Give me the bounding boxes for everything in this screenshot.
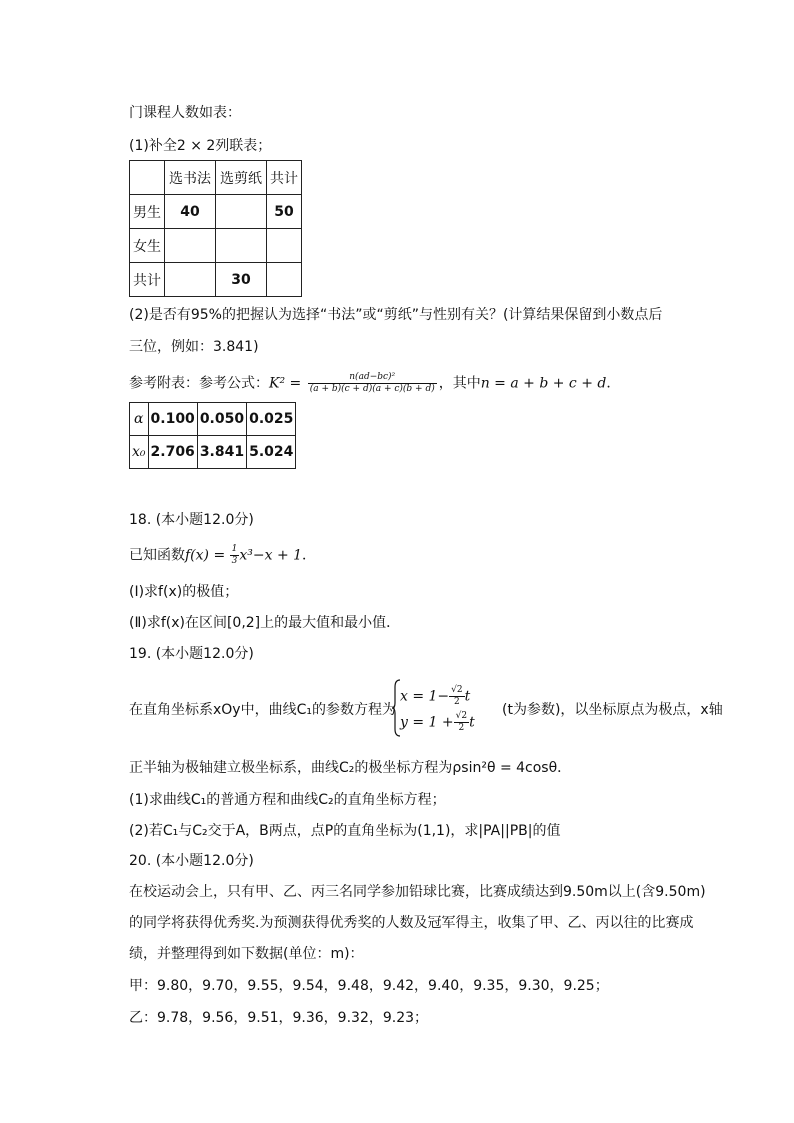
sqrt2-over-2 bbox=[454, 711, 469, 734]
k2-denominator: (a + b)(c + d)(a + c)(b + d) bbox=[309, 384, 435, 394]
table-cell: 5.024 bbox=[247, 436, 296, 469]
table-row bbox=[130, 263, 302, 297]
table-cell bbox=[267, 263, 302, 297]
table-cell: 0.050 bbox=[197, 403, 246, 436]
problem-18-part-2: (Ⅱ)求f(x)在区间[0,2]上的最大值和最小值． bbox=[129, 615, 401, 631]
n-formula: n = a + b + c + d bbox=[480, 375, 607, 392]
table-row bbox=[130, 195, 302, 229]
table-cell: 共计 bbox=[267, 161, 302, 195]
fraction-denominator: 3 bbox=[231, 556, 238, 566]
problem-20-line-4: 甲：9.80，9.70，9.55，9.54，9.48，9.42，9.40，9.35，9.30，9.25； bbox=[129, 978, 609, 994]
table-cell bbox=[267, 229, 302, 263]
table-cell: 3.841 bbox=[197, 436, 246, 469]
table-cell: 选书法 bbox=[165, 161, 216, 195]
problem-20-line-5: 乙：9.78，9.56，9.51，9.36，9.32，9.23； bbox=[129, 1010, 429, 1026]
table-row-label: x₀ bbox=[130, 436, 149, 469]
intro-text: 门课程人数如表： bbox=[129, 105, 241, 121]
table-cell: 女生 bbox=[130, 229, 165, 263]
problem-20-line-3: 绩，并整理得到如下数据(单位：m)： bbox=[129, 946, 364, 962]
problem-19-line-1-suffix: (t为参数)，以坐标原点为极点，x轴 bbox=[502, 702, 723, 718]
question-1: (1)补全2 × 2列联表； bbox=[129, 138, 272, 154]
parametric-equation-system bbox=[392, 679, 504, 737]
table-cell: 30 bbox=[216, 263, 267, 297]
table-cell: 40 bbox=[165, 195, 216, 229]
critical-value-table bbox=[129, 402, 296, 469]
table-cell: 选剪纸 bbox=[216, 161, 267, 195]
parameter-t: t bbox=[464, 688, 471, 705]
table-cell bbox=[216, 229, 267, 263]
question-2-line-2: 三位，例如：3.841) bbox=[129, 339, 259, 355]
statement-end: ． bbox=[302, 547, 317, 564]
equation-y bbox=[400, 711, 475, 734]
equation-x-lhs: x = 1− bbox=[400, 688, 450, 705]
equation-x bbox=[400, 685, 470, 708]
contingency-table bbox=[129, 160, 302, 297]
question-2-line-1: (2)是否有95%的把握认为选择“书法”或“剪纸”与性别有关？(计算结果保留到小数点后 bbox=[129, 307, 663, 323]
problem-20-line-2: 的同学将获得优秀奖.为预测获得优秀奖的人数及冠军得主，收集了甲、乙、丙以往的比赛成 bbox=[129, 915, 694, 931]
reference-suffix: ，其中 bbox=[438, 375, 481, 392]
table-cell: 男生 bbox=[130, 195, 165, 229]
fraction-denominator: 2 bbox=[454, 697, 460, 707]
table-row-label: α bbox=[130, 403, 149, 436]
table-row bbox=[130, 403, 296, 436]
table-cell bbox=[216, 195, 267, 229]
k2-fraction bbox=[308, 372, 437, 395]
table-cell bbox=[130, 161, 165, 195]
table-cell bbox=[165, 263, 216, 297]
statement-prefix: 已知函数 bbox=[129, 547, 185, 564]
table-cell: 50 bbox=[267, 195, 302, 229]
problem-20-header: 20. (本小题12.0分) bbox=[129, 853, 254, 869]
fraction-denominator: 2 bbox=[458, 723, 465, 733]
reference-prefix: 参考附表：参考公式： bbox=[129, 375, 269, 392]
parameter-t: t bbox=[469, 714, 475, 731]
table-header-row bbox=[130, 161, 302, 195]
reference-end: ． bbox=[606, 375, 621, 392]
problem-18-header: 18. (本小题12.0分) bbox=[129, 512, 254, 528]
table-cell: 0.025 bbox=[247, 403, 296, 436]
k2-numerator: n(ad−bc)² bbox=[308, 372, 437, 384]
table-cell bbox=[165, 229, 216, 263]
one-third-fraction bbox=[230, 544, 240, 567]
table-row bbox=[130, 229, 302, 263]
table-cell: 2.706 bbox=[148, 436, 197, 469]
k2-symbol: K² = bbox=[269, 375, 302, 392]
problem-18-part-1: (Ⅰ)求f(x)的极值； bbox=[129, 584, 239, 600]
problem-19-part-2: (2)若C₁与C₂交于A，B两点，点P的直角坐标为(1,1)，求|PA||PB|的值 bbox=[129, 823, 561, 839]
function-body: x³−x + 1 bbox=[239, 547, 303, 564]
sqrt2-over-2 bbox=[449, 685, 464, 708]
problem-19-line-2: 正半轴为极轴建立极坐标系，曲线C₂的极坐标方程为ρsin²θ = 4cosθ． bbox=[129, 760, 572, 776]
problem-20-line-1: 在校运动会上，只有甲、乙、丙三名同学参加铅球比赛，比赛成绩达到9.50m以上(含9.50m) bbox=[129, 884, 706, 900]
equation-y-lhs: y = 1 + bbox=[400, 714, 454, 731]
fraction-numerator: √2 bbox=[455, 711, 468, 721]
problem-19-header: 19. (本小题12.0分) bbox=[129, 646, 254, 662]
problem-19-part-1: (1)求曲线C₁的普通方程和曲线C₂的直角坐标方程； bbox=[129, 792, 446, 808]
table-cell: 共计 bbox=[130, 263, 165, 297]
fraction-numerator: 1 bbox=[231, 544, 238, 554]
function-name: f(x) = bbox=[185, 547, 226, 564]
table-row bbox=[130, 436, 296, 469]
problem-19-line-1-prefix: 在直角坐标系xOy中，曲线C₁的参数方程为 bbox=[129, 702, 396, 718]
table-cell: 0.100 bbox=[148, 403, 197, 436]
problem-18-statement bbox=[129, 544, 316, 567]
fraction-numerator: √2 bbox=[451, 685, 463, 695]
reference-formula bbox=[129, 372, 620, 395]
